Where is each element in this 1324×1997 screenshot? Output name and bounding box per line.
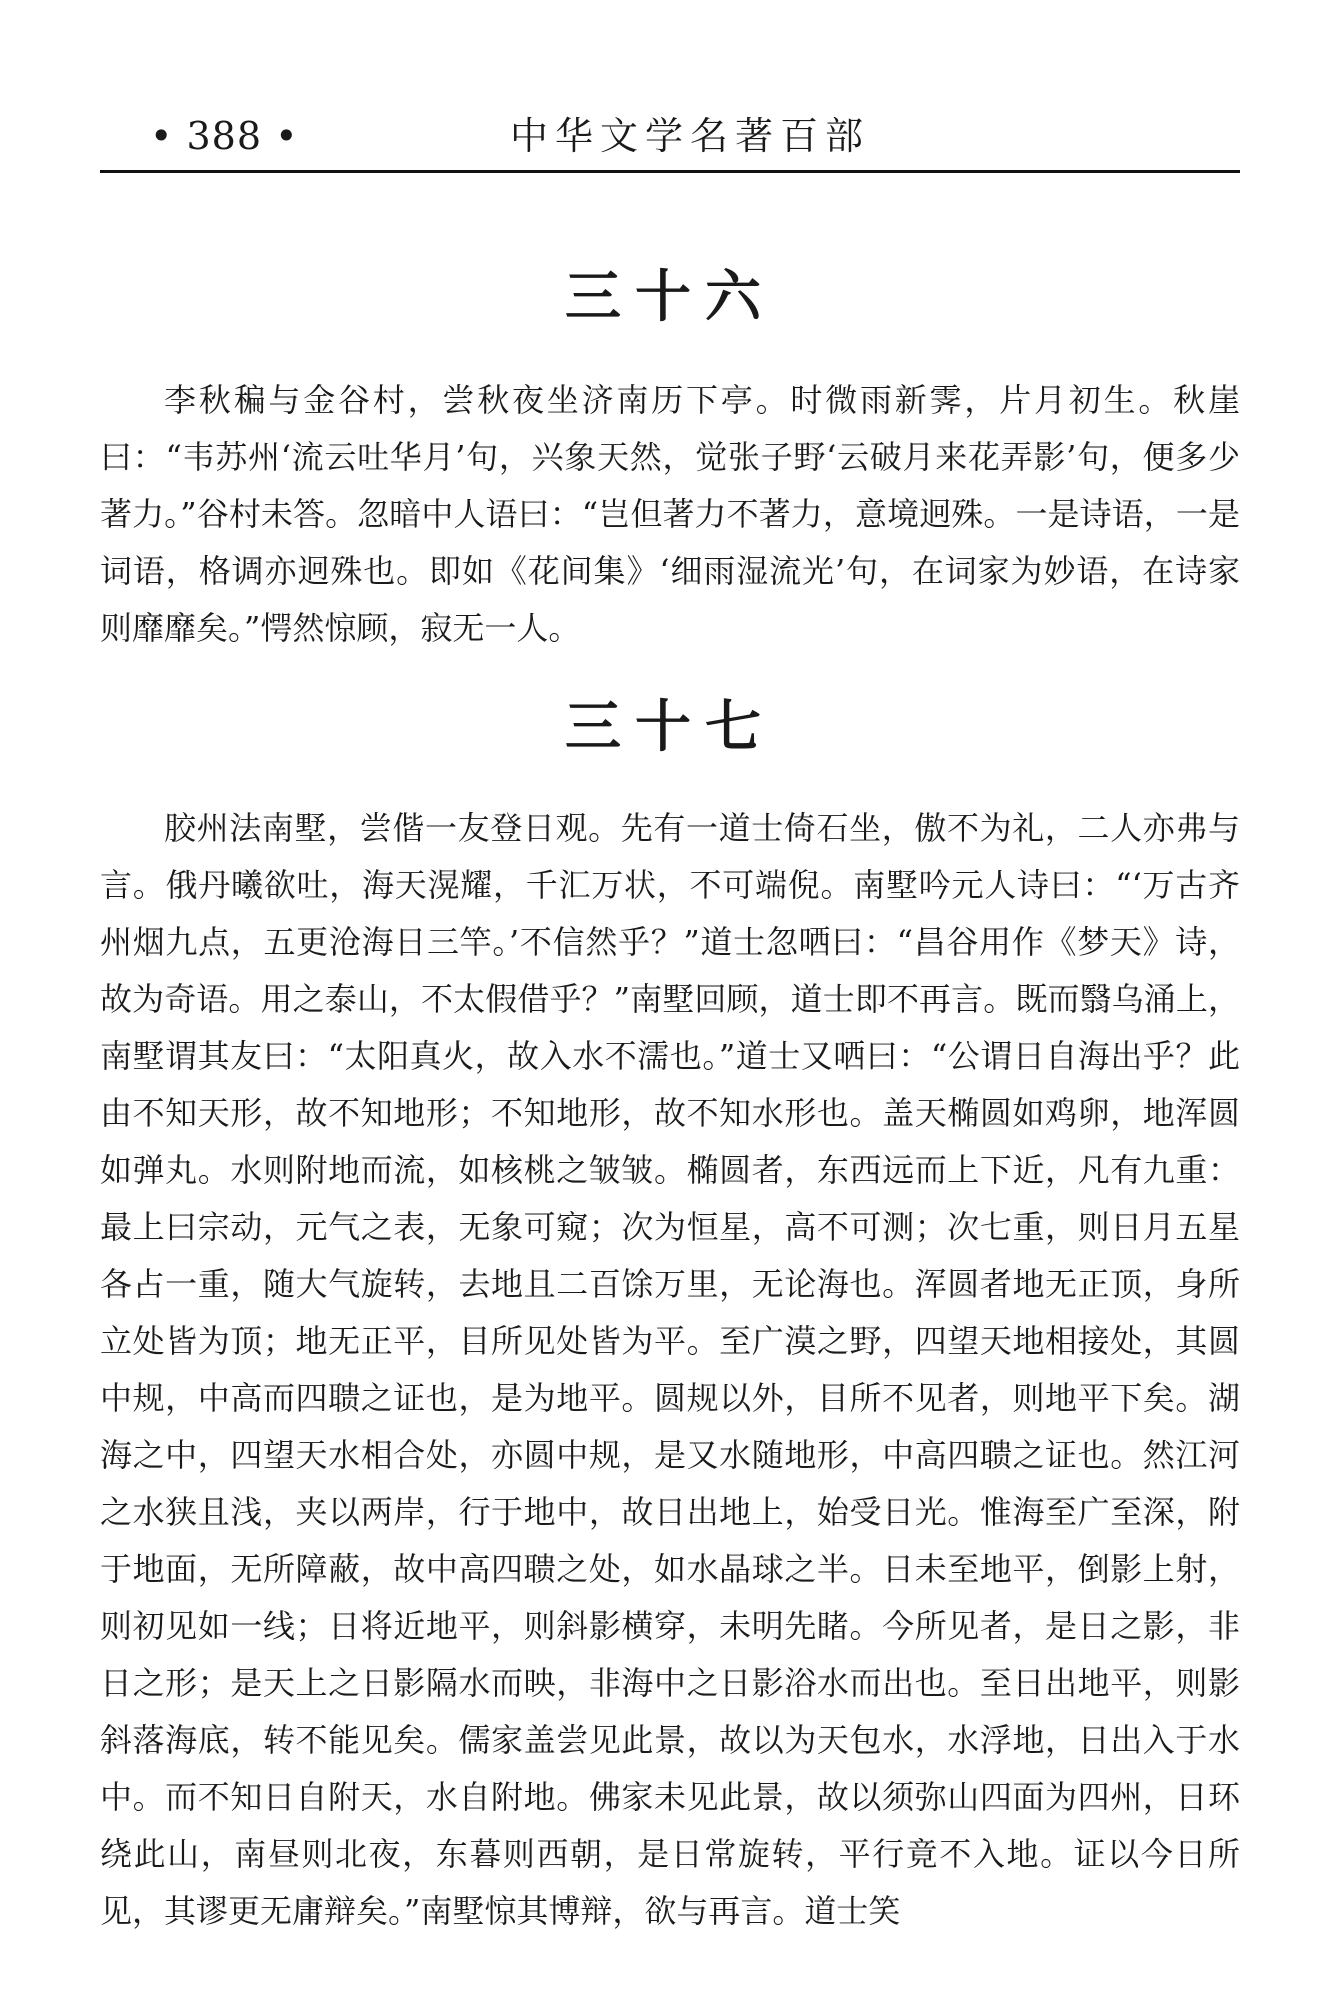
section-text-37: 胶州法南墅，尝偕一友登日观。先有一道士倚石坐，傲不为礼，二人亦弗与言。俄丹曦欲吐，海天滉耀，千汇万状，不可端倪。南墅吟元人诗曰：“‘万古齐州烟九点，五更沧海日三竿。’不信然乎？”道士忽哂曰：“昌谷用作《梦天》诗，故为奇语。用之泰山，不太假借乎？”南墅回顾，道士即不再言。既而翳乌涌上，南墅谓其友曰：“太阳真火，故入水不濡也。”道士又哂曰：“公谓日自海出乎？此由不知天形，故不知地形；不知地形，故不知水形也。盖天椭圆如鸡卵，地浑圆如弹丸。水则附地而流，如核桃之皱皱。椭圆者，东西远而上下近，凡有九重：最上曰宗动，元气之表，无象可窥；次为恒星，高不可测；次七重，则日月五星各占一重，随大气旋转，去地且二百馀万里，无论海也。浑圆者地无正顶，身所立处皆为顶；地无正平，目所见处皆为平。至广漠之野，四望天地相接处，其圆中规，中高而四聩之证也，是为地平。圆规以外，目所不见者，则地平下矣。湖海之中，四望天水相合处，亦圆中规，是又水随地形，中高四聩之证也。然江河之水狭且浅，夹以两岸，行于地中，故日出地上，始受日光。惟海至广至深，附于地面，无所障蔽，故中高四聩之处，如水晶球之半。日未至地平，倒影上射，则初见如一线；日将近地平，则斜影横穿，未明先睹。今所见者，是日之影，非日之形；是天上之日影隔水而映，非海中之日影浴水而出也。至日出地平，则影斜落海底，转不能见矣。儒家盖尝见此景，故以为天包水，水浮地，日出入于水中。而不知日自附天，水自附地。佛家未见此景，故以须弥山四面为四州，日环绕此山，南昼则北夜，东暮则西朝，是日常旋转，平行竟不入地。证以今日所见，其谬更无庸辩矣。”南墅惊其博辩，欲与再言。道士笑 — [100, 809, 1240, 1930]
header-rule — [100, 170, 1240, 173]
page-number: • 388 • — [150, 114, 299, 158]
book-title: 中华文学名著百部 — [510, 114, 871, 158]
section-text-36: 李秋稨与金谷村，尝秋夜坐济南历下亭。时微雨新霁，片月初生。秋崖曰：“韦苏州‘流云吐华月’句，兴象天然，觉张子野‘云破月来花弄影’句，便多少著力。”谷村未答。忽暗中人语曰：“岂但著力不著力，意境迥殊。一是诗语，一是词语，格调亦迥殊也。即如《花间集》‘细雨湿流光’句，在词家为妙语，在诗家则靡靡矣。”愕然惊顾，寂无一人。 — [100, 381, 1240, 647]
section-title-36: 三十六 — [565, 264, 775, 330]
section-title-37: 三十七 — [565, 694, 775, 760]
page-header — [100, 110, 1240, 172]
